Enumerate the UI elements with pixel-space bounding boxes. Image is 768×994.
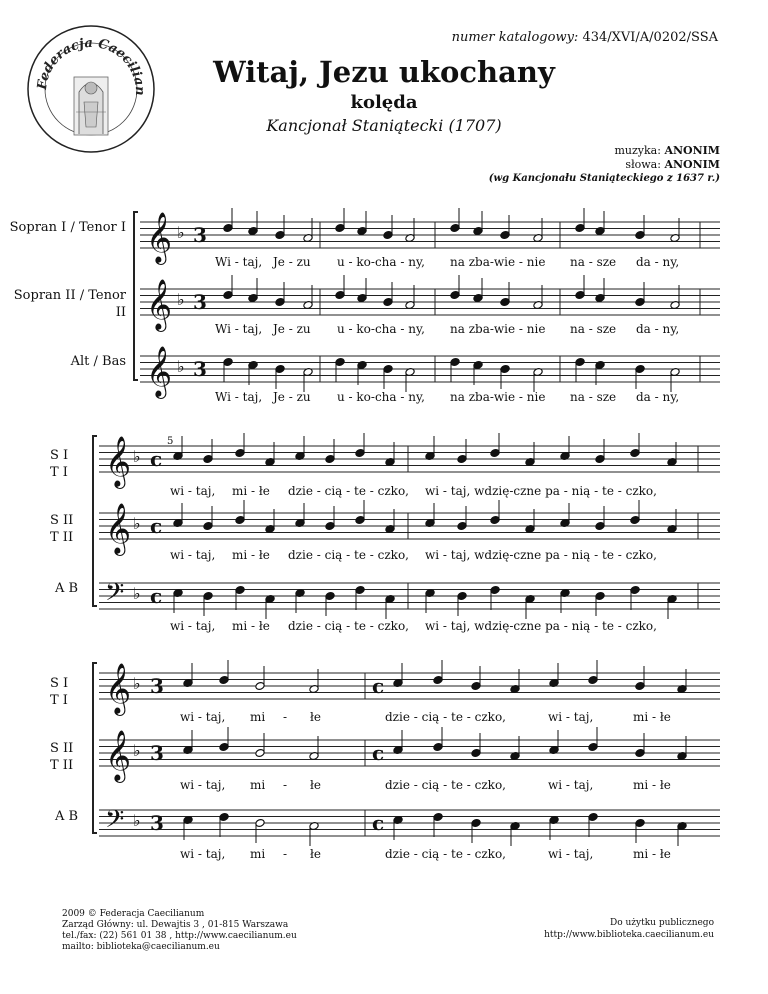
staff — [99, 513, 720, 539]
note — [433, 813, 443, 837]
lyric-text: na - sze — [570, 390, 617, 404]
note — [490, 433, 500, 457]
lyric-text: łe — [310, 710, 321, 724]
lyric-text: Je - zu — [273, 390, 311, 404]
lyric-text: na zba-wie - nie — [450, 255, 546, 269]
lyric-text: da - ny, — [636, 390, 680, 404]
note — [173, 436, 183, 460]
lyric-text: wi - taj, wdzię-czne pa - nią - te - czko, — [425, 484, 657, 498]
note — [303, 368, 313, 392]
note — [425, 436, 435, 460]
treble-clef-icon: 𝄞 — [105, 503, 132, 554]
mail-link[interactable]: mailto: biblioteka@caecilianum.eu — [62, 942, 220, 952]
bass-clef-icon: 𝄢 — [105, 805, 125, 840]
lyric-text: mi - łe — [633, 778, 671, 792]
note — [595, 361, 605, 385]
note — [355, 433, 365, 457]
note — [575, 275, 585, 299]
note — [635, 733, 645, 757]
lyric-text: Wi - taj, — [215, 322, 263, 336]
note — [275, 365, 285, 389]
note — [309, 822, 319, 846]
note — [248, 361, 258, 385]
lyric-text: wi - taj, — [170, 548, 216, 562]
note — [473, 211, 483, 235]
treble-clef-icon: 𝄞 — [146, 279, 173, 330]
note — [595, 211, 605, 235]
treble-clef-icon: 𝄞 — [146, 346, 173, 397]
svg-text:Federacja Caecilianum: Federacja Caecilian — [34, 35, 148, 96]
note — [355, 500, 365, 524]
music-label: muzyka: — [614, 144, 661, 157]
time-signature: 3 — [193, 357, 207, 381]
note — [223, 358, 233, 382]
treble-clef-icon: 𝄞 — [105, 730, 132, 781]
lyric-text: na zba-wie - nie — [450, 322, 546, 336]
treble-clef-icon: 𝄞 — [105, 663, 132, 714]
note — [203, 506, 213, 530]
note — [357, 361, 367, 385]
lyric-text: wi - taj, — [170, 484, 216, 498]
note — [635, 282, 645, 306]
lyric-text: - — [283, 847, 288, 861]
lyric-text: Wi - taj, — [215, 390, 263, 404]
note — [335, 208, 345, 232]
lyric-text: Wi - taj, — [215, 255, 263, 269]
lyric-text: u - ko-cha - ny, — [337, 390, 425, 404]
lyric-text: mi - łe — [232, 548, 270, 562]
lyric-text: dzie - cią - te - czko, — [385, 847, 506, 861]
note — [255, 666, 265, 690]
note — [677, 822, 687, 846]
note — [275, 215, 285, 239]
staff — [99, 446, 720, 472]
note — [575, 358, 585, 382]
note — [471, 819, 481, 843]
note — [500, 282, 510, 306]
note — [667, 595, 677, 619]
lyric-text: wi - taj, wdzię-czne pa - nią - te - czko, — [425, 548, 657, 562]
part-label-ab-sys2: A B — [55, 581, 79, 596]
part-label-alt: Alt / Bas — [70, 354, 126, 369]
part-label-ab-sys3: A B — [55, 809, 79, 824]
note — [595, 278, 605, 302]
flat-icon: ♭ — [133, 741, 141, 760]
note — [575, 208, 585, 232]
copyright: 2009 © Federacja Caecilianum — [62, 909, 205, 919]
time-signature: c — [150, 514, 163, 538]
words-author: ANONIM — [664, 158, 720, 171]
lyric-text: wi - taj, wdzię-czne pa - nią - te - czko, — [425, 619, 657, 633]
note — [457, 439, 467, 463]
lyric-text: mi — [250, 778, 266, 792]
lyric-text: Je - zu — [273, 322, 311, 336]
note — [471, 666, 481, 690]
note — [635, 666, 645, 690]
note — [595, 506, 605, 530]
lyric-text: u - ko-cha - ny, — [337, 322, 425, 336]
lyric-text: mi - łe — [232, 619, 270, 633]
note — [595, 439, 605, 463]
time-signature: c — [150, 447, 163, 471]
note — [405, 368, 415, 392]
lyric-text: dzie - cią - te - czko, — [288, 484, 409, 498]
lyric-text: Je - zu — [273, 255, 311, 269]
lyric-text: wi - taj, — [548, 847, 594, 861]
lyric-text: da - ny, — [636, 322, 680, 336]
lyric-text: mi — [250, 847, 266, 861]
flat-icon: ♭ — [133, 811, 141, 830]
measure-number: 5 — [167, 436, 174, 447]
note — [635, 215, 645, 239]
note — [560, 503, 570, 527]
note — [223, 275, 233, 299]
time-signature: c — [372, 811, 385, 835]
note — [635, 819, 645, 843]
time-signature: c — [150, 584, 163, 608]
flat-icon: ♭ — [177, 290, 185, 309]
note — [471, 733, 481, 757]
lyric-text: - — [283, 710, 288, 724]
flat-icon: ♭ — [133, 514, 141, 533]
part-label-s1-sys3: S I T I — [50, 676, 69, 708]
lyric-text: łe — [310, 847, 321, 861]
note — [525, 595, 535, 619]
note — [393, 663, 403, 687]
note — [235, 500, 245, 524]
lyric-text: na zba-wie - nie — [450, 390, 546, 404]
note — [433, 660, 443, 684]
time-signature: c — [372, 741, 385, 765]
time-signature: 3 — [193, 223, 207, 247]
part-label-s2-sys3: S II T II — [50, 741, 74, 773]
note — [630, 433, 640, 457]
note — [335, 275, 345, 299]
note — [588, 813, 598, 837]
note — [425, 503, 435, 527]
note — [670, 368, 680, 392]
note — [219, 727, 229, 751]
note — [235, 586, 245, 610]
note — [635, 365, 645, 389]
treble-clef-icon: 𝄞 — [105, 436, 132, 487]
note — [510, 822, 520, 846]
note — [219, 660, 229, 684]
note — [335, 358, 345, 382]
lyric-text: wi - taj, — [548, 710, 594, 724]
note — [325, 506, 335, 530]
lyric-text: - — [283, 778, 288, 792]
source-text: Kancjonał Staniątecki (1707) — [266, 116, 502, 135]
lyric-text: dzie - cią - te - czko, — [385, 710, 506, 724]
note — [383, 282, 393, 306]
page-title: Witaj, Jezu ukochany — [213, 55, 555, 89]
note — [630, 500, 640, 524]
catalog-label: numer katalogowy: — [451, 30, 579, 45]
part-label-s2-sys2: S II T II — [50, 513, 74, 545]
contact: tel./fax: (22) 561 01 38 , http://www.caecilianum.eu — [62, 931, 297, 941]
note — [500, 215, 510, 239]
page-subtitle: kolęda — [350, 92, 418, 113]
lyric-text: wi - taj, — [180, 847, 226, 861]
note — [219, 813, 229, 837]
note — [248, 211, 258, 235]
system-bracket — [134, 212, 138, 380]
note — [357, 278, 367, 302]
flat-icon: ♭ — [177, 357, 185, 376]
note — [325, 592, 335, 616]
note — [595, 592, 605, 616]
note — [255, 733, 265, 757]
note — [457, 592, 467, 616]
system-bracket — [93, 663, 97, 833]
lyric-text: na - sze — [570, 255, 617, 269]
note — [588, 727, 598, 751]
public-use: Do użytku publicznego — [609, 918, 714, 928]
note — [450, 275, 460, 299]
note — [203, 439, 213, 463]
note — [490, 586, 500, 610]
lyric-text: u - ko-cha - ny, — [337, 255, 425, 269]
lyric-text: wi - taj, — [170, 619, 216, 633]
note — [183, 663, 193, 687]
part-label-s1-sys2: S I T I — [50, 448, 69, 480]
lyric-text: dzie - cią - te - czko, — [288, 619, 409, 633]
time-signature: 3 — [150, 811, 164, 835]
treble-clef-icon: 𝄞 — [146, 212, 173, 263]
lyric-text: mi - łe — [633, 847, 671, 861]
part-label-s2: Sopran II / Tenor II — [13, 288, 126, 320]
catalog-value: 434/XVI/A/0202/SSA — [582, 30, 718, 45]
note — [173, 503, 183, 527]
part-label-s1: Sopran I / Tenor I — [9, 220, 126, 235]
note — [433, 727, 443, 751]
note — [588, 660, 598, 684]
note — [473, 361, 483, 385]
lyric-text: na - sze — [570, 322, 617, 336]
note — [457, 506, 467, 530]
note — [500, 365, 510, 389]
note — [325, 439, 335, 463]
flat-icon: ♭ — [133, 674, 141, 693]
note — [533, 368, 543, 392]
note — [383, 215, 393, 239]
note — [393, 730, 403, 754]
lyric-text: dzie - cią - te - czko, — [385, 778, 506, 792]
flat-icon: ♭ — [177, 223, 185, 242]
note — [450, 208, 460, 232]
note — [630, 586, 640, 610]
note — [295, 503, 305, 527]
note — [203, 592, 213, 616]
lyric-text: dzie - cią - te - czko, — [288, 548, 409, 562]
lyric-text: łe — [310, 778, 321, 792]
lyric-text: mi — [250, 710, 266, 724]
note — [295, 436, 305, 460]
address: Zarząd Główny: ul. Dewajtis 3 , 01-815 Warszawa — [62, 920, 289, 930]
note — [248, 278, 258, 302]
note — [450, 358, 460, 382]
note — [560, 436, 570, 460]
time-signature: c — [372, 674, 385, 698]
note — [223, 208, 233, 232]
flat-icon: ♭ — [133, 447, 141, 466]
note — [235, 433, 245, 457]
note — [549, 663, 559, 687]
time-signature: 3 — [193, 290, 207, 314]
system-bracket — [93, 436, 97, 606]
music-author: ANONIM — [664, 144, 720, 157]
bass-clef-icon: 𝄢 — [105, 578, 125, 613]
footer-use — [544, 917, 714, 941]
note — [357, 211, 367, 235]
words-label: słowa: — [625, 158, 661, 171]
footer-info — [62, 909, 297, 953]
lyric-text: mi - łe — [633, 710, 671, 724]
lyric-text: wi - taj, — [548, 778, 594, 792]
note — [385, 595, 395, 619]
source-note: (wg Kancjonału Staniąteckiego z 1637 r.) — [488, 173, 720, 184]
note — [383, 365, 393, 389]
note — [490, 500, 500, 524]
lyric-text: da - ny, — [636, 255, 680, 269]
lyric-text: wi - taj, — [180, 710, 226, 724]
time-signature: 3 — [150, 741, 164, 765]
note — [183, 730, 193, 754]
note — [473, 278, 483, 302]
time-signature: 3 — [150, 674, 164, 698]
note — [549, 730, 559, 754]
lyric-text: mi - łe — [232, 484, 270, 498]
lyric-text: wi - taj, — [180, 778, 226, 792]
staff — [99, 810, 720, 836]
library-link[interactable]: http://www.biblioteka.caecilianum.eu — [544, 930, 714, 940]
note — [355, 586, 365, 610]
note — [265, 595, 275, 619]
note — [255, 819, 265, 843]
staff — [99, 583, 720, 609]
note — [275, 282, 285, 306]
flat-icon: ♭ — [133, 584, 141, 603]
